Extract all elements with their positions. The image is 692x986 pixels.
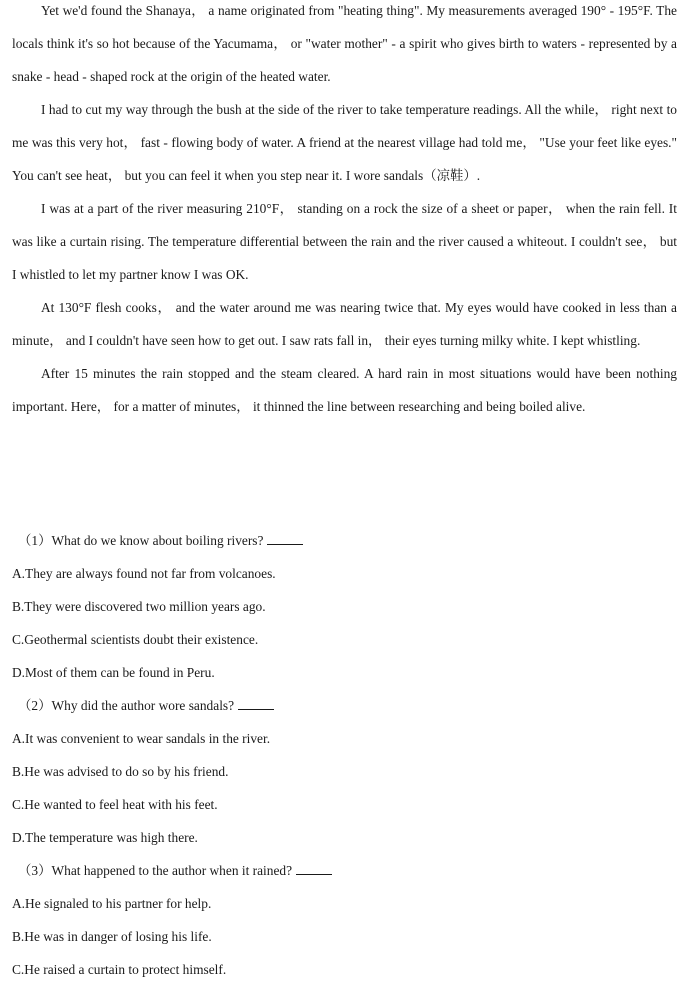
- option-d[interactable]: D.Most of them can be found in Peru.: [12, 665, 215, 680]
- option-b[interactable]: B.He was advised to do so by his friend.: [12, 764, 229, 779]
- option-a[interactable]: A.He signaled to his partner for help.: [12, 896, 212, 911]
- question-number: （3）: [18, 863, 52, 878]
- answer-blank[interactable]: [296, 862, 332, 875]
- question-stem: [12, 524, 677, 557]
- question-text: What do we know about boiling rivers?: [51, 533, 264, 548]
- question-text: Why did the author wore sandals?: [51, 698, 235, 713]
- answer-blank[interactable]: [267, 532, 303, 545]
- reading-passage: [12, 0, 677, 423]
- answer-blank[interactable]: [238, 697, 274, 710]
- passage-paragraph-4: At 130°F flesh cooks， and the water around me was nearing twice that. My eyes would have cooked in less than a minute， and I couldn't have seen how to get out. I saw rats fall in， their eyes turning milky white. I kept whistling.: [12, 300, 677, 348]
- question-stem: [12, 854, 677, 887]
- option-b[interactable]: B.They were discovered two million years ago.: [12, 599, 266, 614]
- question-number: （2）: [18, 698, 52, 713]
- question-list: [12, 524, 677, 986]
- passage-paragraph-5: After 15 minutes the rain stopped and the steam cleared. A hard rain in most situations would have been nothing important. Here， for a matter of minutes， it thinned the line between researching and being boiled alive.: [12, 366, 677, 414]
- passage-paragraph-1: Yet we'd found the Shanaya， a name originated from "heating thing". My measurements averaged 190° - 195°F. The locals think it's so hot because of the Yacumama， or "water mother" - a spirit who gives birth to waters - represented by a snake - head - shaped rock at the origin of the heated water.: [12, 3, 677, 84]
- passage-paragraph-2: I had to cut my way through the bush at the side of the river to take temperature readings. All the while， right next to me was this very hot， fast - flowing body of water. A friend at the nearest village had told me， "Use your feet like eyes." You can't see heat， but you can feel it when you step near it. I wore sandals（凉鞋）.: [12, 102, 677, 183]
- question-number: （1）: [18, 533, 52, 548]
- option-c[interactable]: C.He raised a curtain to protect himself.: [12, 962, 227, 977]
- passage-paragraph-3: I was at a part of the river measuring 210°F， standing on a rock the size of a sheet or paper， when the rain fell. It was like a curtain rising. The temperature differential between the rain and the river caused a whiteout. I couldn't see， but I whistled to let my partner know I was OK.: [12, 201, 677, 282]
- option-a[interactable]: A.They are always found not far from volcanoes.: [12, 566, 276, 581]
- question-stem: [12, 689, 677, 722]
- option-b[interactable]: B.He was in danger of losing his life.: [12, 929, 212, 944]
- option-c[interactable]: C.Geothermal scientists doubt their existence.: [12, 632, 259, 647]
- question-text: What happened to the author when it rained?: [51, 863, 293, 878]
- question-2: [12, 689, 677, 854]
- option-d[interactable]: D.The temperature was high there.: [12, 830, 198, 845]
- question-3: [12, 854, 677, 986]
- option-a[interactable]: A.It was convenient to wear sandals in the river.: [12, 731, 271, 746]
- question-1: [12, 524, 677, 689]
- option-c[interactable]: C.He wanted to feel heat with his feet.: [12, 797, 218, 812]
